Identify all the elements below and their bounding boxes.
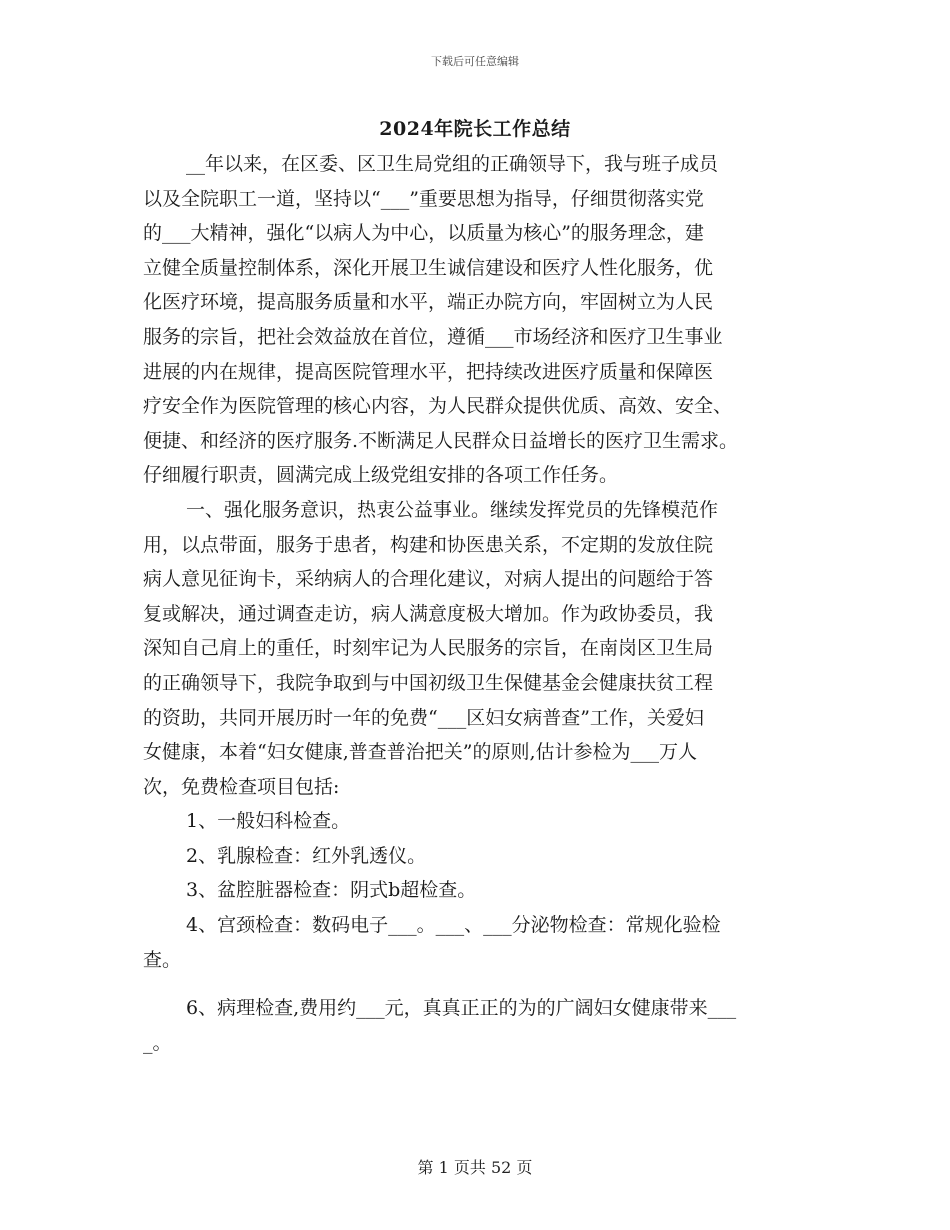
text-line: 化医疗环境，提高服务质量和水平，端正办院方向，牢固树立为人民: [143, 291, 714, 314]
text-line: 4、宫颈检查：数码电子___。___、___分泌物检查：常规化验检: [186, 914, 721, 937]
text-line: 用，以点带面，服务于患者，构建和协医患关系，不定期的发放住院: [143, 533, 714, 556]
text-line: 疗安全作为医院管理的核心内容，为人民群众提供优质、高效、安全、: [143, 395, 733, 418]
text-line: 进展的内在规律，提高医院管理水平，把持续改进医疗质量和保障医: [143, 360, 714, 383]
page-footer: 第 1 页共 52 页: [417, 1158, 533, 1177]
text-line: 病人意见征询卡，采纳病人的合理化建议，对病人提出的问题给于答: [143, 568, 714, 591]
text-line: 立健全质量控制体系，深化开展卫生诚信建设和医疗人性化服务，优: [143, 256, 714, 279]
text-line: 的资助，共同开展历时一年的免费“___区妇女病普查”工作，关爱妇: [143, 706, 704, 729]
text-line: 复或解决，通过调查走访，病人满意度极大增加。作为政协委员，我: [143, 602, 714, 625]
text-line: 便捷、和经济的医疗服务.不断满足人民群众日益增长的医疗卫生需求。: [143, 429, 739, 452]
document-body: [143, 147, 811, 1060]
text-line: 的正确领导下，我院争取到与中国初级卫生保健基金会健康扶贫工程: [143, 671, 714, 694]
text-line: 的___大精神，强化“以病人为中心，以质量为核心”的服务理念，建: [143, 222, 704, 245]
text-line: 次，免费检查项目包括:: [143, 775, 340, 798]
text-line: 以及全院职工一道，坚持以“___”重要思想为指导，仔细贯彻落实党: [143, 187, 704, 210]
document-title: 2024年院长工作总结: [379, 118, 571, 140]
text-line: 1、一般妇科检查。: [186, 810, 351, 833]
text-line: 2、乳腺检查：红外乳透仪。: [186, 844, 427, 867]
text-line: 深知自己肩上的重任，时刻牢记为人民服务的宗旨，在南岗区卫生局: [143, 637, 714, 660]
text-line: 一、强化服务意识，热衷公益事业。继续发挥党员的先锋模范作: [186, 498, 719, 521]
text-line: 服务的宗旨，把社会效益放在首位，遵循___市场经济和医疗卫生事业: [143, 325, 723, 348]
text-line: 6、病理检查,费用约___元，真真正正的为的广阔妇女健康带来___: [186, 997, 737, 1020]
text-line: 3、盆腔脏器检查：阴式b超检查。: [186, 879, 477, 902]
text-line: 仔细履行职责，圆满完成上级党组安排的各项工作任务。: [143, 464, 619, 487]
text-line: 女健康，本着“妇女健康,普查普治把关”的原则,估计参检为___万人: [143, 741, 698, 764]
text-line: 查。: [143, 948, 182, 971]
header-note: 下载后可任意编辑: [431, 55, 519, 68]
text-line: _。: [143, 1031, 172, 1054]
text-line: __年以来，在区委、区卫生局党组的正确领导下，我与班子成员: [186, 153, 719, 175]
